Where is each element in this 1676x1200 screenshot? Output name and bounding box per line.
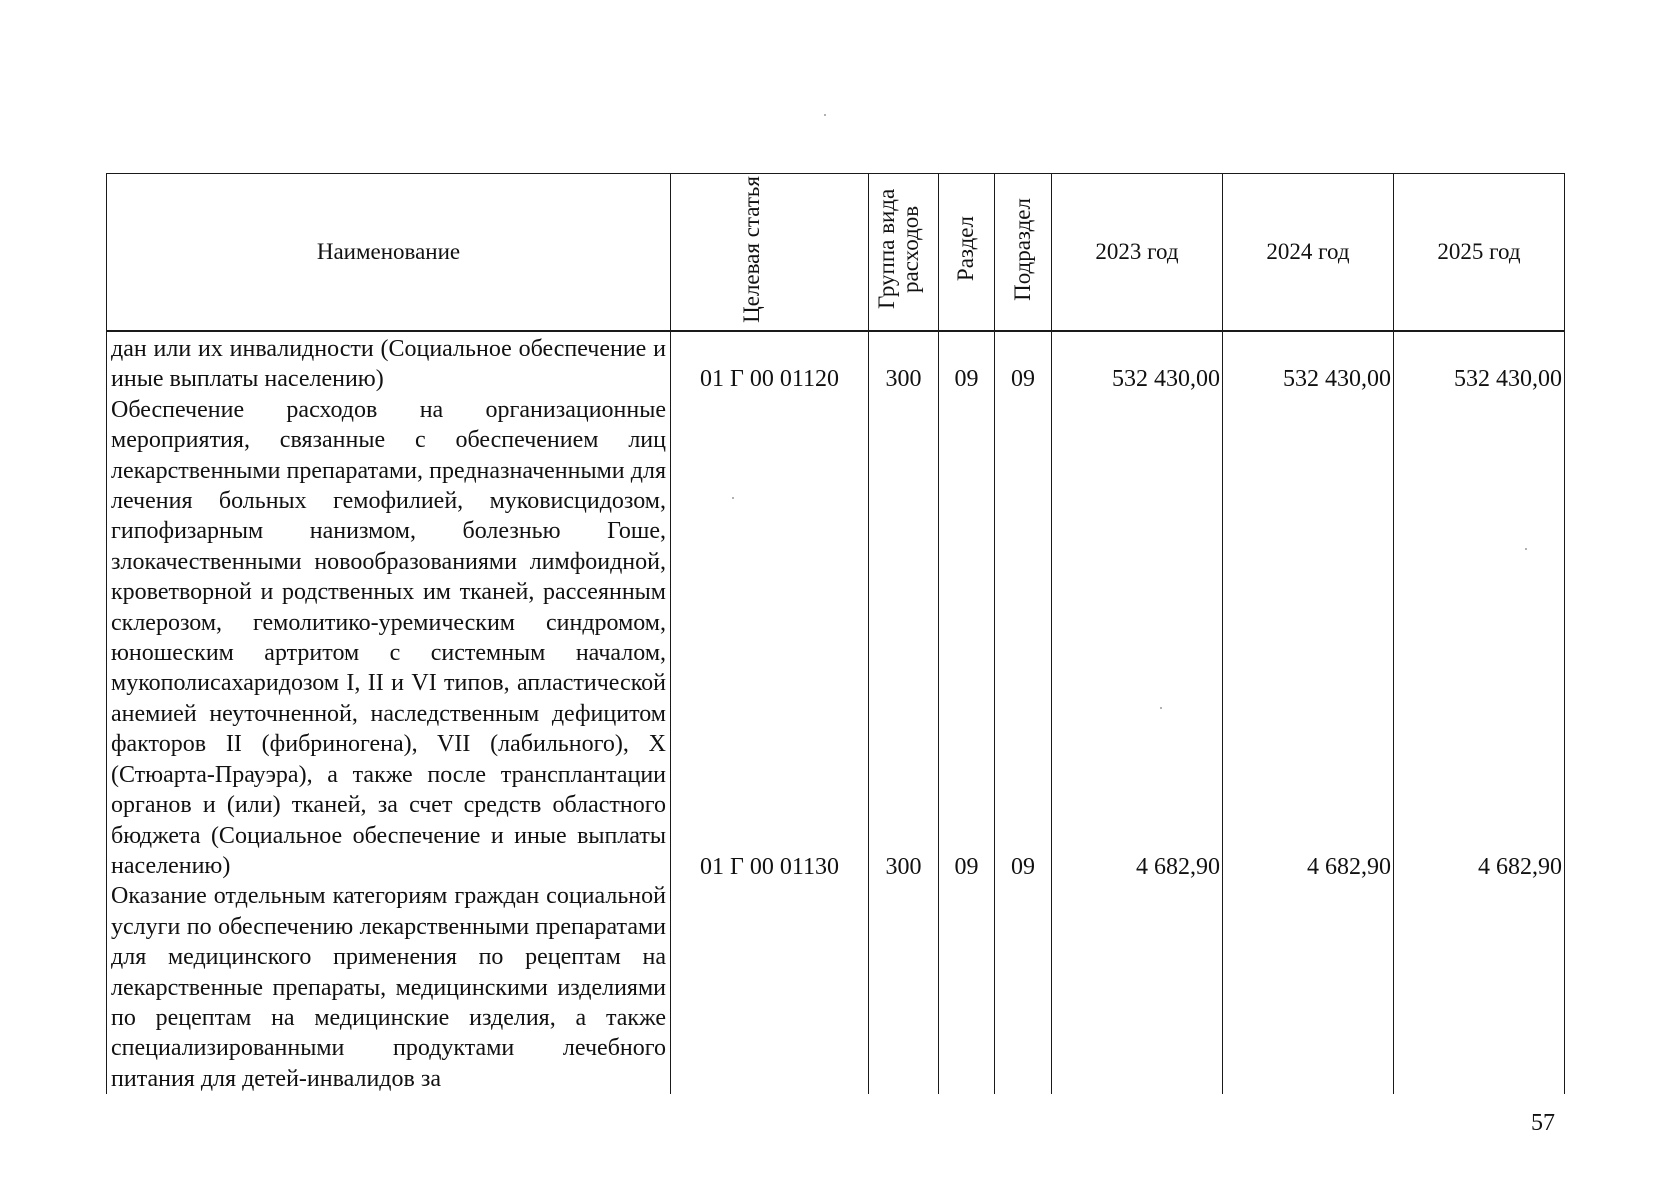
y2025-row-1: 532 430,00 xyxy=(1454,366,1562,392)
target-cell xyxy=(671,331,869,1094)
header-subsection: Подраздел xyxy=(995,174,1052,332)
header-group: Группа вида расходов xyxy=(869,174,939,332)
section-cell xyxy=(939,331,995,1094)
header-2024: 2024 год xyxy=(1223,174,1394,332)
y2023-row-1: 532 430,00 xyxy=(1112,366,1220,392)
header-section: Раздел xyxy=(939,174,995,332)
y2023-row-2: 4 682,90 xyxy=(1136,854,1220,880)
y2025-row-2: 4 682,90 xyxy=(1478,854,1562,880)
y2024-row-1: 532 430,00 xyxy=(1283,366,1391,392)
target-row-1: 01 Г 00 01120 xyxy=(700,366,839,392)
budget-table xyxy=(106,173,1565,1094)
table-header-row xyxy=(107,174,1565,332)
table-row xyxy=(107,331,1565,1094)
subsection-cell xyxy=(995,331,1052,1094)
scan-speck xyxy=(1525,548,1527,550)
scan-speck xyxy=(1160,707,1162,709)
section-row-1: 09 xyxy=(954,366,979,392)
section-row-2: 09 xyxy=(954,854,979,880)
page-number: 57 xyxy=(1531,1110,1555,1136)
scan-speck xyxy=(732,497,734,499)
header-2023: 2023 год xyxy=(1052,174,1223,332)
y2024-cell xyxy=(1223,331,1394,1094)
group-cell xyxy=(869,331,939,1094)
scan-speck xyxy=(824,114,826,116)
row-name-3: Оказание отдельным категориям граждан социальной услуги по обеспечению лекарственными препаратами для медицинского применения по рецептам на лекарственные препараты, медицинскими изделиями по рецептам на медицинские изделия, а также специализированными продуктами лечебного питания для детей-инвалидов за xyxy=(111,883,666,1092)
subsection-row-1: 09 xyxy=(1011,366,1035,392)
y2023-cell xyxy=(1052,331,1223,1094)
y2025-cell xyxy=(1394,331,1565,1094)
row-name-1: дан или их инвалидности (Социальное обеспечение и иные выплаты населению) xyxy=(111,336,666,393)
name-cell xyxy=(107,331,671,1094)
header-name: Наименование xyxy=(107,174,671,332)
target-row-2: 01 Г 00 01130 xyxy=(700,854,839,880)
group-row-1: 300 xyxy=(885,366,922,392)
y2024-row-2: 4 682,90 xyxy=(1307,854,1391,880)
subsection-row-2: 09 xyxy=(1011,854,1035,880)
row-name-2: Обеспечение расходов на организационные мероприятия, связанные с обеспечением лиц лекарственными препаратами, предназначенными для лечения больных гемофилией, муковисцидозом, гипофизарным нанизмом, болезнью Гоше, злокачественными новообразованиями лимфоидной, кроветворной и родственных им тканей, рассеянным склерозом, гемолитико-уремическим синдромом, юношеским артритом с системным началом, мукополисахаридозом I, II и VI типов, апластической анемией неуточненной, наследственным дефицитом факторов II (фибриногена), VII (лабильного), X (Стюарта-Прауэра), а также после трансплантации органов и (или) тканей, за счет средств областного бюджета (Социальное обеспечение и иные выплаты населению) xyxy=(111,396,666,879)
group-row-2: 300 xyxy=(885,854,922,880)
header-target: Целевая статья xyxy=(671,174,869,332)
header-2025: 2025 год xyxy=(1394,174,1565,332)
